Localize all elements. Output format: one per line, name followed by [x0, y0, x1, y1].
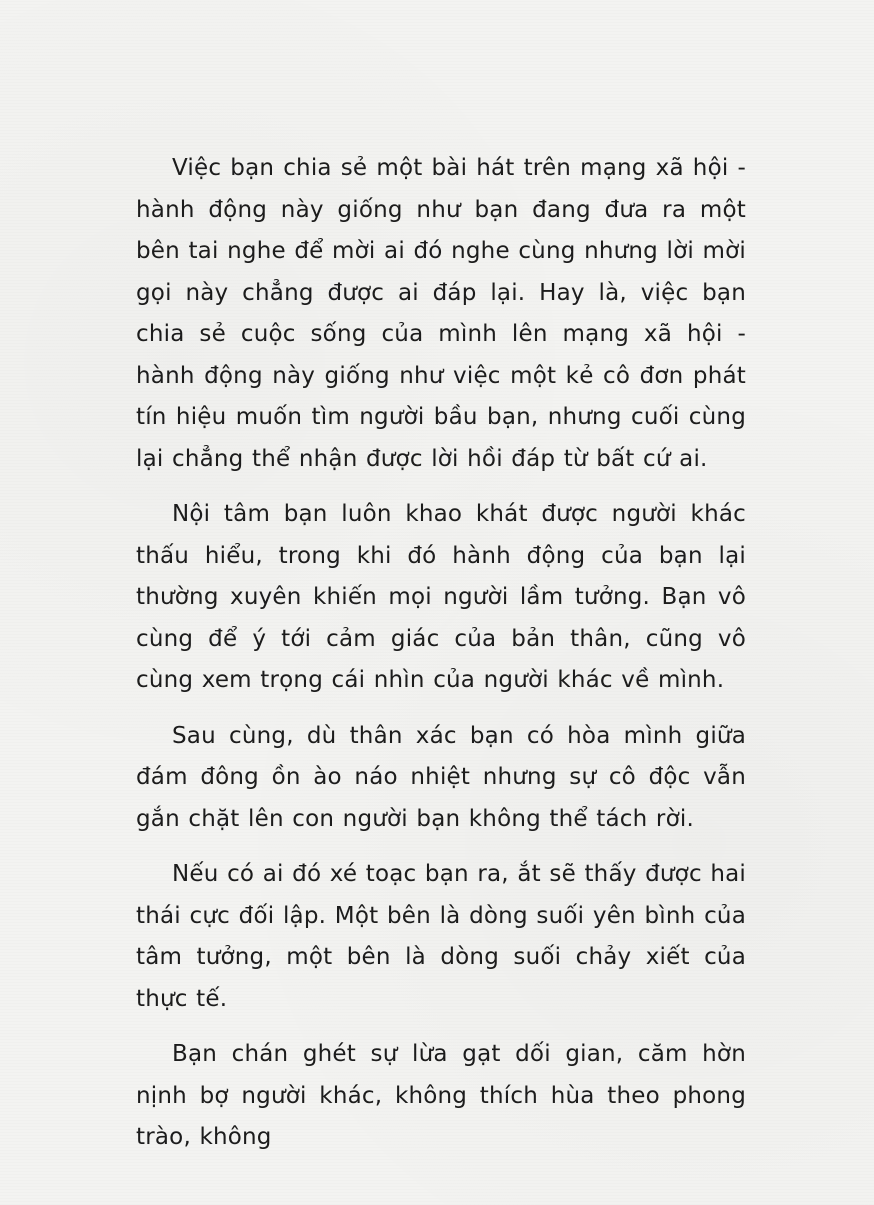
paragraph-5: Bạn chán ghét sự lừa gạt dối gian, căm hờn nịnh bợ người khác, không thích hùa theo phong trào, không: [136, 1041, 746, 1150]
paragraph-2: Nội tâm bạn luôn khao khát được người khác thấu hiểu, trong khi đó hành động của bạn lại thường xuyên khiến mọi người lầm tưởng. Bạn vô cùng để ý tới cảm giác của bản thân, cũng vô cùng xem trọng cái nhìn của người khác về mình.: [136, 501, 746, 693]
paragraph-3: Sau cùng, dù thân xác bạn có hòa mình giữa đám đông ồn ào náo nhiệt nhưng sự cô độc vẫn gắn chặt lên con người bạn không thể tách rời.: [136, 722, 746, 832]
paragraph-4: Nếu có ai đó xé toạc bạn ra, ắt sẽ thấy được hai thái cực đối lập. Một bên là dòng suối yên bình của tâm tưởng, một bên là dòng suối chảy xiết của thực tế.: [136, 861, 746, 1012]
paragraph-1: Việc bạn chia sẻ một bài hát trên mạng xã hội - hành động này giống như bạn đang đưa ra một bên tai nghe để mời ai đó nghe cùng nhưng lời mời gọi này chẳng được ai đáp lại. Hay là, việc bạn chia sẻ cuộc sống của mình lên mạng xã hội - hành động này giống như việc một kẻ cô đơn phát tín hiệu muốn tìm người bầu bạn, nhưng cuối cùng lại chẳng thể nhận được lời hồi đáp từ bất cứ ai.: [136, 155, 746, 472]
